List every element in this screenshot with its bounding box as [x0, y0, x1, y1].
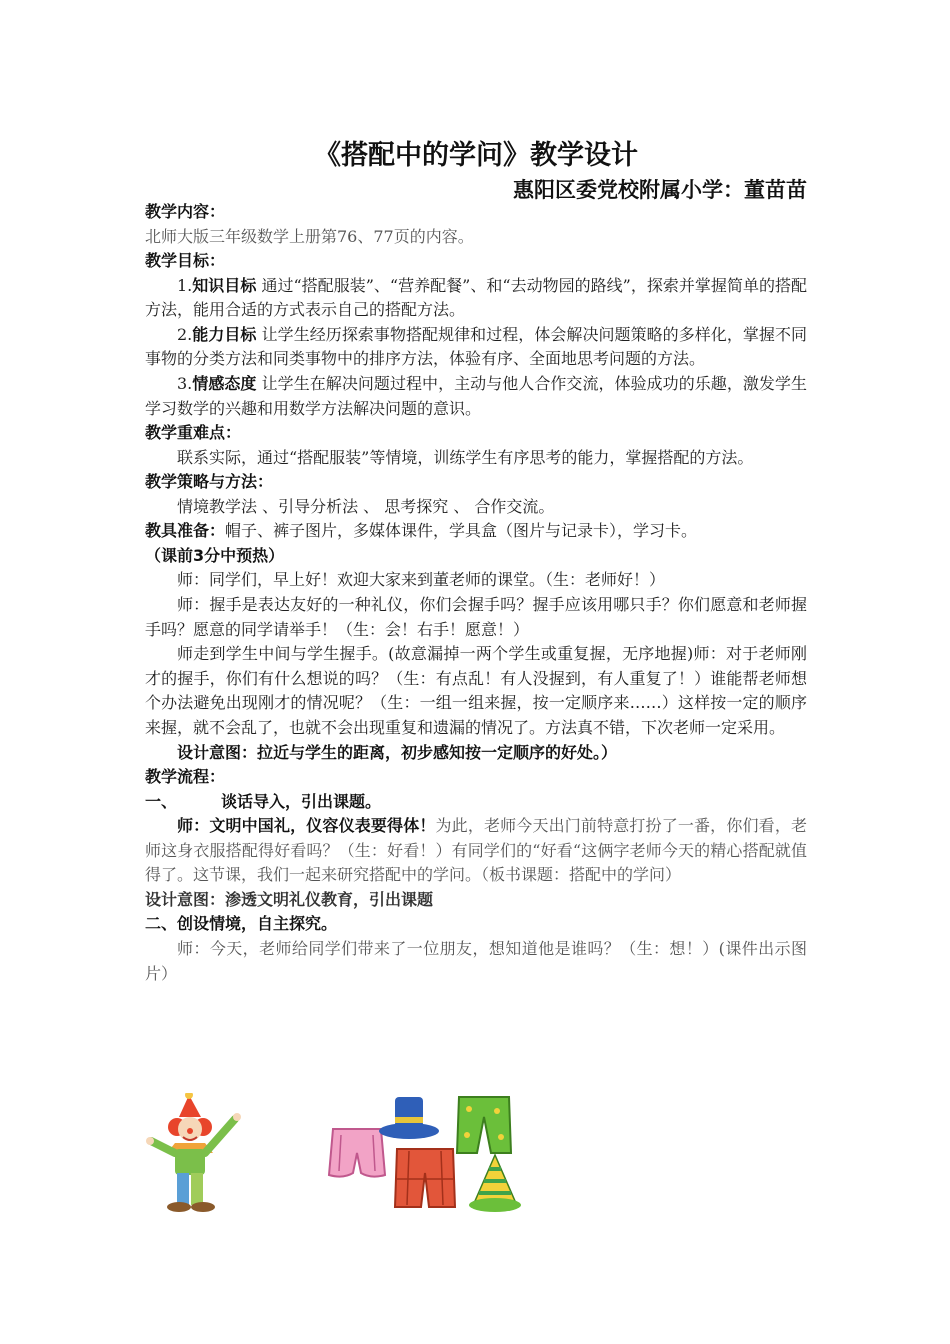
goal-label: 情感态度 [192, 373, 257, 393]
blue-hat-picture [377, 1093, 441, 1143]
materials-text: 帽子、裤子图片，多媒体课件，学具盒（图片与记录卡），学习卡。 [225, 521, 698, 541]
paragraph-scenario: 师：今天，老师给同学们带来了一位朋友，想知道他是谁吗？（生：想！）(课件出示图片） [145, 938, 807, 983]
materials-label: 教具准备： [145, 521, 226, 541]
section-1-heading [145, 790, 807, 815]
heading-warmup: （课前3分中预热） [145, 545, 285, 565]
paragraph-handshake: 师：握手是表达友好的一种礼仪，你们会握手吗？握手应该用哪只手？你们愿意和老师握手吗？愿意的同学请举手！（生：会！右手！愿意！） [145, 595, 807, 639]
goal-number: 1. [177, 275, 193, 295]
paragraph-handshake-activity: 师走到学生中间与学生握手。(故意漏掉一两个学生或重复握，无序地握)师：对于老师刚才的握手，你们有什么想说的吗？（生：有点乱！有人没握到，有人重复了！）谁能帮老师想个办法避免出现刚才的情况呢？（生：一组一组来握，按一定顺序来……）这样按一定的顺序来握，就不会乱了，也就不会出现重复和遗漏的情况了。方法真不错，下次老师一定采用。 [145, 644, 807, 737]
striped-hat-picture [467, 1153, 523, 1215]
paragraph-strategy: 情境教学法 、引导分析法 、 思考探究 、 合作交流。 [177, 496, 555, 516]
heading-content: 教学内容： [145, 202, 226, 221]
heading-goals: 教学目标： [145, 251, 226, 271]
heading-key-points: 教学重难点： [145, 423, 242, 443]
goal-number: 3. [177, 373, 193, 393]
intro-text: 为此，老师今天出门前特意打扮了一番，你们看，老师这身衣服搭配得好看吗？（生：好看！）有同学们的“好看“这俩字老师今天的精心搭配就值得了。这节课，我们一起来研究搭配中的学问。（板书课题：搭配中的学问） [145, 816, 807, 885]
goal-ability [145, 323, 807, 372]
goal-label: 能力目标 [192, 324, 257, 344]
goal-knowledge [145, 274, 807, 323]
paragraph-key-points: 联系实际，通过“搭配服装”等情境，训练学生有序思考的能力，掌握搭配的方法。 [177, 447, 754, 467]
red-pants-picture [391, 1143, 459, 1215]
goal-number: 2. [177, 324, 193, 344]
green-pants-picture [455, 1093, 513, 1157]
design-intent-2: 设计意图：渗透文明礼仪教育，引出课题 [145, 889, 434, 909]
goal-attitude [145, 372, 807, 421]
clown-illustration [145, 1093, 260, 1218]
goal-label: 知识目标 [192, 275, 257, 295]
author-line: 惠阳区委党校附属小学：董苗苗 [513, 178, 807, 202]
paragraph-materials [145, 519, 807, 544]
section-1-title: 谈话导入，引出课题。 [221, 791, 382, 811]
document-body [145, 200, 807, 986]
document-title: 《搭配中的学问》教学设计 [314, 140, 638, 171]
clothing-pictures [145, 1093, 807, 1218]
heading-strategy: 教学策略与方法： [145, 472, 274, 492]
paragraph-intro [145, 814, 807, 888]
section-1-number: 一、 [145, 791, 178, 811]
heading-process: 教学流程： [145, 767, 226, 787]
goal-text: 让学生经历探索事物搭配规律和过程，体会解决问题策略的多样化，掌握不同事物的分类方法和同类事物中的排序方法，体验有序、全面地思考问题的方法。 [145, 324, 807, 369]
paragraph-content: 北师大版三年级数学上册第76、77页的内容。 [145, 226, 474, 246]
design-intent-1: 设计意图：拉近与学生的距离，初步感知按一定顺序的好处。） [177, 742, 618, 762]
goal-text: 通过“搭配服装”、“营养配餐”、和“去动物园的路线”，探索并掌握简单的搭配方法，能用合适的方式表示自己的搭配方法。 [145, 275, 807, 320]
intro-lead: 师：文明中国礼，仪容仪表要得体！ [177, 816, 436, 836]
goal-text: 让学生在解决问题过程中，主动与他人合作交流，体验成功的乐趣，激发学生学习数学的兴趣和用数学方法解决问题的意识。 [145, 373, 807, 418]
section-2-heading: 二、创设情境，自主探究。 [145, 914, 338, 934]
paragraph-greeting: 师：同学们，早上好！欢迎大家来到董老师的课堂。（生：老师好！） [177, 570, 666, 590]
